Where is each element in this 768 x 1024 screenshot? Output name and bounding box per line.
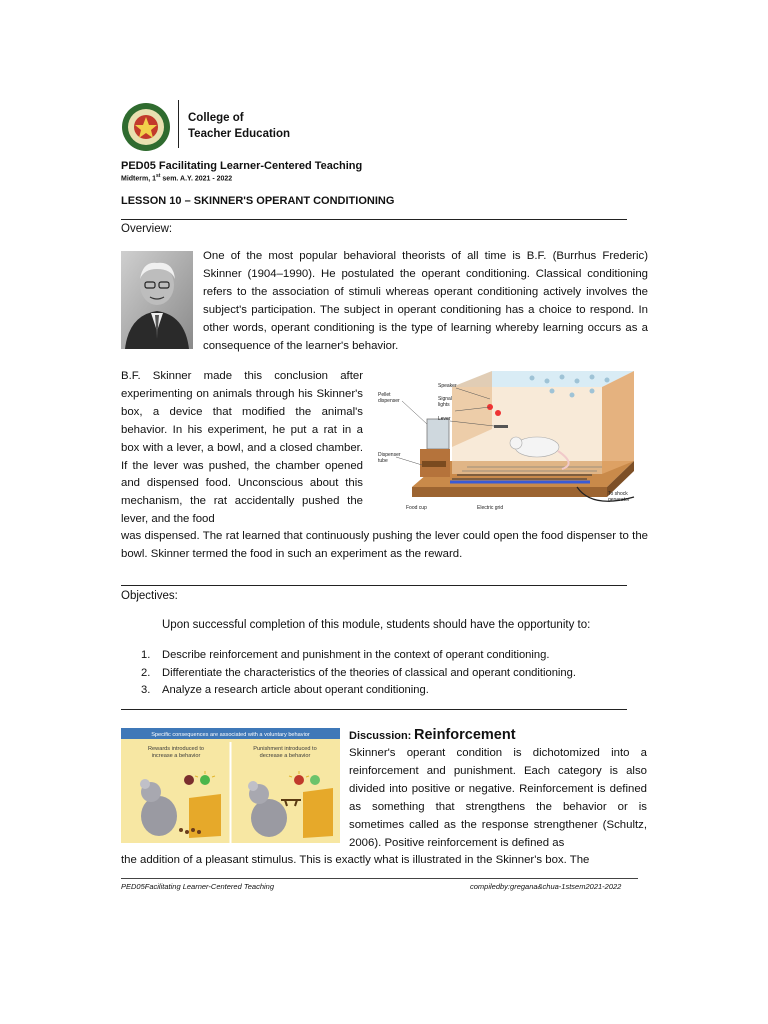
label-shock-1: To shock bbox=[608, 491, 628, 497]
reward-label-1: Rewards introduced to bbox=[148, 746, 204, 752]
list-item bbox=[141, 647, 641, 665]
header-divider bbox=[178, 100, 179, 148]
label-pellet-2: dispenser bbox=[378, 398, 400, 404]
skinner-portrait bbox=[121, 251, 193, 349]
reward-label-2: increase a behavior bbox=[151, 753, 201, 759]
label-dispenser-2: tube bbox=[378, 458, 388, 464]
footer-compiled: compiledby:gregana&chua-1stsem2021-2022 bbox=[470, 882, 622, 891]
label-electric-grid: Electric grid bbox=[477, 505, 504, 511]
discussion-title: Reinforcement bbox=[414, 727, 516, 743]
divider bbox=[121, 219, 627, 220]
label-shock-2: generator bbox=[608, 497, 630, 503]
college-line-1: College of bbox=[188, 112, 244, 124]
reinforcement-punishment-illustration bbox=[121, 728, 340, 843]
term-prefix: Midterm, 1 bbox=[121, 175, 157, 183]
list-number: 3. bbox=[141, 684, 151, 696]
label-speaker: Speaker bbox=[438, 383, 457, 389]
objectives-label: Objectives: bbox=[121, 590, 178, 602]
list-item bbox=[141, 665, 641, 683]
college-line-2: Teacher Education bbox=[188, 128, 291, 140]
overview-paragraph-1: One of the most popular behavioral theorists of all time is B.F. (Burrhus Frederic) Skinner (1904–1990). He postulated the operant conditioning. Classical conditioning refers to the association of stimuli whereas operant conditioning actively involves the subject's participation. The subject in operant conditioning has a choice to respond. In other words, operant conditioning is the type of learning whereby learning occurs as a consequence of the learner's behavior. bbox=[203, 250, 648, 352]
footer-divider bbox=[121, 878, 638, 879]
label-dispenser-1: Dispenser bbox=[378, 452, 401, 458]
punishment-label-1: Punishment introduced to bbox=[253, 746, 317, 752]
divider bbox=[121, 709, 627, 710]
skinner-box-illustration bbox=[372, 369, 640, 517]
course-title: PED05 Facilitating Learner-Centered Teaching bbox=[121, 160, 363, 172]
discussion-label: Discussion: bbox=[349, 730, 412, 742]
overview-paragraph-2: B.F. Skinner made this conclusion after experimenting on animals through his Skinner's box, a device that modified the animal's behavior. In his experiment, he put a rat in a box with a lever, a bowl, and a closed chamber. If the lever was pushed, the chamber opened and dispensed food. Unconscious about this mechanism, the rat accidentally pushed the lever, and the food bbox=[121, 370, 363, 526]
list-text: Analyze a research article about operant conditioning. bbox=[162, 684, 429, 696]
term-sup: st bbox=[156, 173, 161, 179]
label-lever: Lever bbox=[438, 416, 451, 422]
discussion-paragraph-2: the addition of a pleasant stimulus. This is exactly what is illustrated in the Skinner's box. The bbox=[121, 854, 590, 866]
discussion-paragraph-1: Skinner's operant condition is dichotomized into a reinforcement and punishment. Each category is also divided into positive or negative. Reinforcement is defined as something that strengthens the behavior or is sometimes called as the response strengthener (Schultz, 2006). Positive reinforcement is defined as bbox=[349, 747, 647, 849]
course-term bbox=[121, 173, 232, 182]
overview-label: Overview: bbox=[121, 223, 173, 235]
label-signal-2: lights bbox=[438, 402, 450, 408]
objectives-list bbox=[141, 647, 641, 700]
label-food-cup: Food cup bbox=[406, 505, 427, 511]
list-number: 2. bbox=[141, 666, 151, 679]
college-name bbox=[188, 110, 290, 142]
lesson-title: LESSON 10 – SKINNER'S OPERANT CONDITIONING bbox=[121, 195, 395, 207]
label-pellet-1: Pellet bbox=[378, 392, 391, 398]
term-suffix: sem. A.Y. 2021 - 2022 bbox=[160, 175, 233, 183]
divider bbox=[121, 585, 627, 586]
overview-paragraph-3: was dispensed. The rat learned that continuously pushing the lever could open the food dispenser to the bowl. Skinner termed the food in such an experiment as the reward. bbox=[121, 530, 648, 560]
list-text: Differentiate the characteristics of the theories of classical and operant conditioning. bbox=[162, 666, 576, 679]
footer-course: PED05Facilitating Learner-Centered Teaching bbox=[121, 882, 275, 891]
list-item bbox=[141, 682, 641, 700]
objectives-intro: Upon successful completion of this module, students should have the opportunity to: bbox=[162, 619, 591, 631]
label-signal-1: Signal bbox=[438, 396, 452, 402]
university-seal-icon bbox=[121, 102, 171, 152]
punishment-label-2: decrease a behavior bbox=[259, 753, 311, 759]
list-text: Describe reinforcement and punishment in the context of operant conditioning. bbox=[162, 649, 550, 661]
list-number: 1. bbox=[141, 649, 151, 661]
banner-text: Specific consequences are associated with a voluntary behavior bbox=[151, 732, 310, 738]
